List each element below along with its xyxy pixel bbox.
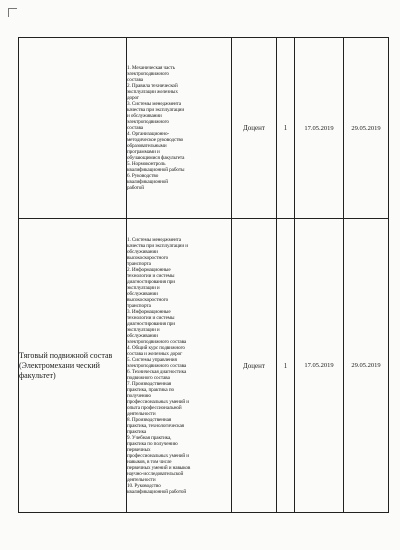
discipline-line: обслуживании — [127, 290, 158, 297]
discipline-line: методическое руководство — [127, 137, 184, 143]
discipline-line: деятельности — [127, 476, 156, 483]
disciplines-list — [127, 237, 231, 495]
discipline-line: профессиональных умений и — [127, 452, 189, 459]
discipline-line: состава — [127, 77, 143, 83]
rate-count-cell: 1 — [277, 219, 295, 513]
discipline-line: 1. Механическая часть — [127, 65, 175, 71]
disciplines-cell — [127, 219, 232, 513]
discipline-line: научно-исследовательской — [127, 470, 184, 477]
discipline-line: и обслуживании — [127, 113, 162, 119]
vacancy-table — [18, 37, 389, 513]
disciplines-list — [127, 65, 231, 191]
discipline-line: электроподвижного состава — [127, 362, 187, 369]
discipline-line: технологии и системы — [127, 272, 175, 279]
discipline-line: профессиональных умений и — [127, 398, 189, 405]
discipline-line: 5. Нормоконтроль — [127, 161, 166, 167]
discipline-line: практика по получению — [127, 440, 178, 447]
department-cell — [19, 38, 127, 219]
discipline-line: 1. Системы менеджмента — [127, 236, 181, 243]
discipline-line: 6. Техническая диагностика — [127, 368, 187, 375]
discipline-line: высокоскоростного — [127, 296, 169, 303]
discipline-line: 5. Системы управления — [127, 356, 177, 363]
department-cell: Тяговый подвижной состав (Электромехани ческий факультет) — [19, 219, 127, 513]
discipline-line: 2. Правила технической — [127, 83, 178, 89]
corner-crop-mark — [8, 8, 17, 17]
discipline-line: электроподвижного состава — [127, 338, 187, 345]
discipline-line: дорог — [127, 95, 140, 101]
start-date-cell: 17.05.2019 — [295, 219, 344, 513]
discipline-line: опыта профессиональной — [127, 404, 182, 411]
table-row — [19, 219, 389, 513]
discipline-line: высокоскоростного — [127, 254, 169, 261]
discipline-line: подвижного состава — [127, 374, 170, 381]
table-row — [19, 38, 389, 219]
start-date-cell: 17.05.2019 — [295, 38, 344, 219]
discipline-line: работой — [127, 185, 144, 191]
discipline-line: обслуживании — [127, 248, 158, 255]
discipline-line: обучающимися факультета — [127, 155, 185, 161]
position-cell: Доцент — [232, 38, 277, 219]
discipline-line: 2. Информационные — [127, 266, 171, 273]
discipline-line: 8. Производственная — [127, 416, 172, 423]
discipline-line: 4. Организационно- — [127, 131, 170, 137]
discipline-line: 10. Руководство — [127, 482, 161, 489]
end-date-cell: 29.05.2019 — [344, 219, 389, 513]
discipline-line: навыков, в том числе — [127, 458, 172, 465]
discipline-line: 3. Информационные — [127, 308, 171, 315]
rate-count-cell: 1 — [277, 38, 295, 219]
discipline-line: программами и — [127, 149, 160, 155]
discipline-line: первичных — [127, 446, 151, 453]
discipline-line: эксплуатации и — [127, 284, 160, 291]
discipline-line: 3. Системы менеджмента — [127, 101, 181, 107]
discipline-line: состава и железных дорог — [127, 350, 183, 357]
end-date-cell: 29.05.2019 — [344, 38, 389, 219]
discipline-line: электроподвижного — [127, 71, 169, 77]
position-cell: Доцент — [232, 219, 277, 513]
discipline-line: квалификационной — [127, 179, 168, 185]
discipline-line: квалификационной работы — [127, 167, 185, 173]
discipline-line: транспорта — [127, 302, 151, 309]
discipline-line: 7. Производственная — [127, 380, 172, 387]
discipline-line: транспорта — [127, 260, 151, 267]
discipline-line: электроподвижного — [127, 119, 169, 125]
discipline-line: практика, технологическая — [127, 422, 184, 429]
discipline-line: получению — [127, 392, 151, 399]
discipline-line: 6. Руководство — [127, 173, 159, 179]
discipline-line: состава — [127, 125, 143, 131]
discipline-line: практика — [127, 428, 147, 435]
discipline-line: диагностирования при — [127, 320, 175, 327]
discipline-line: практика, практика по — [127, 386, 174, 393]
discipline-line: 9. Учебная практика, — [127, 434, 172, 441]
discipline-line: деятельности — [127, 410, 156, 417]
discipline-line: квалификационной работой — [127, 488, 187, 495]
disciplines-cell — [127, 38, 232, 219]
discipline-line: эксплуатации и — [127, 326, 160, 333]
discipline-line: образовательными — [127, 143, 167, 149]
discipline-line: качества при эксплуатации — [127, 107, 185, 113]
discipline-line: первичных умений и навыков — [127, 464, 191, 471]
discipline-line: диагностирования при — [127, 278, 175, 285]
discipline-line: обслуживании — [127, 332, 158, 339]
discipline-line: 4. Общий курс подвижного — [127, 344, 185, 351]
discipline-line: эксплуатации железных — [127, 89, 178, 95]
discipline-line: технологии и системы — [127, 314, 175, 321]
discipline-line: качества при эксплуатации и — [127, 242, 188, 249]
